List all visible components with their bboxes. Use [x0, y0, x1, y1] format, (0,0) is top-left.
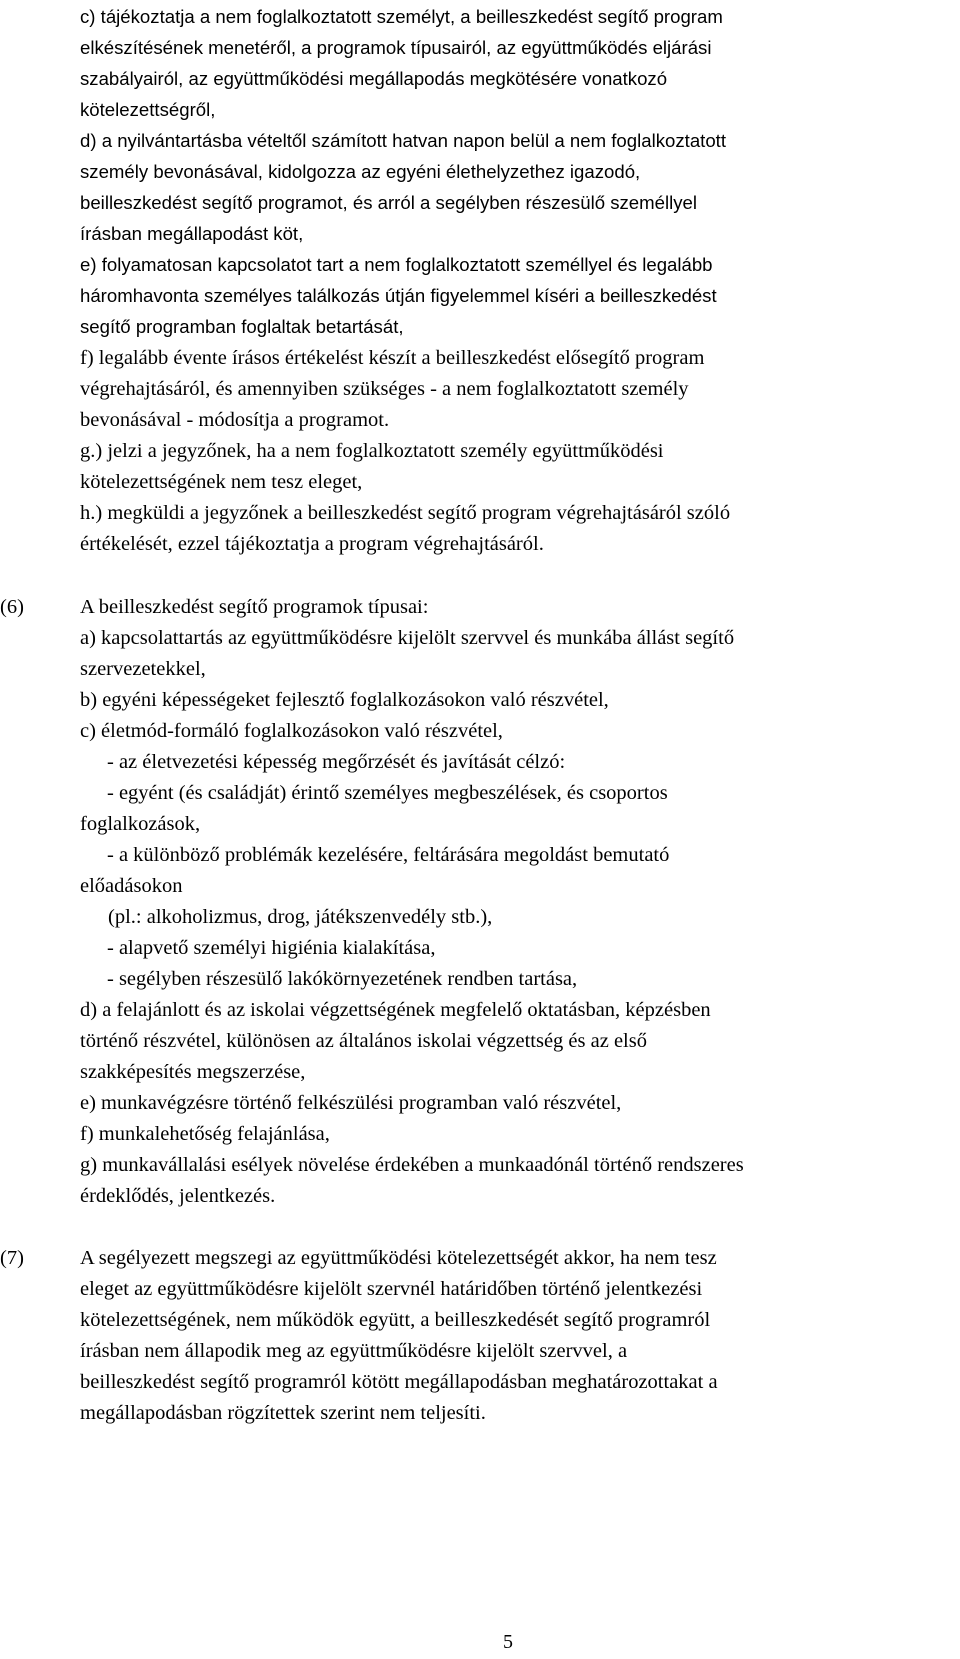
text-line: c) tájékoztatja a nem foglalkoztatott személyt, a beilleszkedést segítő program	[80, 6, 723, 27]
text-line: beilleszkedést segítő programot, és arról a segélyben részesülő személlyel	[80, 192, 697, 213]
text-line: értékelését, ezzel tájékoztatja a program végrehajtásáról.	[80, 533, 544, 555]
text-line: írásban megállapodást köt,	[80, 223, 304, 244]
text-line: A segélyezett megszegi az együttműködési kötelezettségét akkor, ha nem tesz	[80, 1247, 717, 1269]
section-number: (6)	[0, 596, 24, 618]
text-line: e) munkavégzésre történő felkészülési programban való részvétel,	[80, 1092, 622, 1114]
text-line: A beilleszkedést segítő programok típusai:	[80, 596, 429, 618]
text-line: - egyént (és családját) érintő személyes megbeszélések, és csoportos	[107, 782, 668, 804]
text-line: g) munkavállalási esélyek növelése érdekében a munkaadónál történő rendszeres	[80, 1154, 744, 1176]
text-line: f) legalább évente írásos értékelést készít a beilleszkedést elősegítő program	[80, 347, 705, 369]
text-line: - alapvető személyi higiénia kialakítása,	[107, 937, 436, 959]
text-line: beilleszkedést segítő programról kötött megállapodásban meghatározottakat a	[80, 1371, 718, 1393]
text-line: előadásokon	[80, 875, 183, 897]
text-line: személy bevonásával, kidolgozza az egyéni élethelyzethez igazodó,	[80, 161, 641, 182]
text-line: - segélyben részesülő lakókörnyezetének rendben tartása,	[107, 968, 578, 990]
section-number: (7)	[0, 1247, 24, 1269]
text-line: bevonásával - módosítja a programot.	[80, 409, 390, 431]
text-line: szakképesítés megszerzése,	[80, 1061, 306, 1083]
text-line: foglalkozások,	[80, 813, 201, 835]
text-line: f) munkalehetőség felajánlása,	[80, 1123, 330, 1145]
text-line: d) a nyilvántartásba vételtől számított hatvan napon belül a nem foglalkoztatott	[80, 130, 726, 151]
text-line: a) kapcsolattartás az együttműködésre kijelölt szervvel és munkába állást segítő	[80, 627, 735, 649]
text-line: érdeklődés, jelentkezés.	[80, 1185, 276, 1207]
text-line: e) folyamatosan kapcsolatot tart a nem foglalkoztatott személlyel és legalább	[80, 254, 713, 275]
text-line: segítő programban foglaltak betartását,	[80, 316, 404, 337]
text-line: háromhavonta személyes találkozás útján figyelemmel kíséri a beilleszkedést	[80, 285, 717, 306]
text-line: megállapodásban rögzítettek szerint nem teljesíti.	[80, 1402, 486, 1424]
text-line: történő részvétel, különösen az általános iskolai végzettség és az első	[80, 1030, 647, 1052]
text-line: elkészítésének menetéről, a programok típusairól, az együttműködés eljárási	[80, 37, 712, 58]
text-line: - a különböző problémák kezelésére, feltárására megoldást bemutató	[107, 844, 670, 866]
text-line: d) a felajánlott és az iskolai végzettségének megfelelő oktatásban, képzésben	[80, 999, 711, 1021]
text-line: c) életmód-formáló foglalkozásokon való részvétel,	[80, 720, 503, 742]
page-number: 5	[503, 1631, 513, 1653]
text-line: - az életvezetési képesség megőrzését és javítását célzó:	[107, 751, 566, 773]
text-line: h.) megküldi a jegyzőnek a beilleszkedést segítő program végrehajtásáról szóló	[80, 502, 731, 524]
text-line: szabályairól, az együttműködési megállapodás megkötésére vonatkozó	[80, 68, 668, 89]
text-line: eleget az együttműködésre kijelölt szervnél határidőben történő jelentkezési	[80, 1278, 703, 1300]
text-line: szervezetekkel,	[80, 658, 206, 680]
text-line: kötelezettségről,	[80, 99, 216, 120]
text-line: b) egyéni képességeket fejlesztő foglalkozásokon való részvétel,	[80, 689, 609, 711]
text-line: kötelezettségének, nem működök együtt, a beilleszkedését segítő programról	[80, 1309, 711, 1331]
text-line: g.) jelzi a jegyzőnek, ha a nem foglalkoztatott személy együttműködési	[80, 440, 664, 462]
text-line: végrehajtásáról, és amennyiben szükséges - a nem foglalkoztatott személy	[80, 378, 689, 400]
text-line: kötelezettségének nem tesz eleget,	[80, 471, 363, 493]
text-line: (pl.: alkoholizmus, drog, játékszenvedély stb.),	[108, 906, 493, 928]
text-line: írásban nem állapodik meg az együttműködésre kijelölt szervvel, a	[80, 1340, 628, 1362]
